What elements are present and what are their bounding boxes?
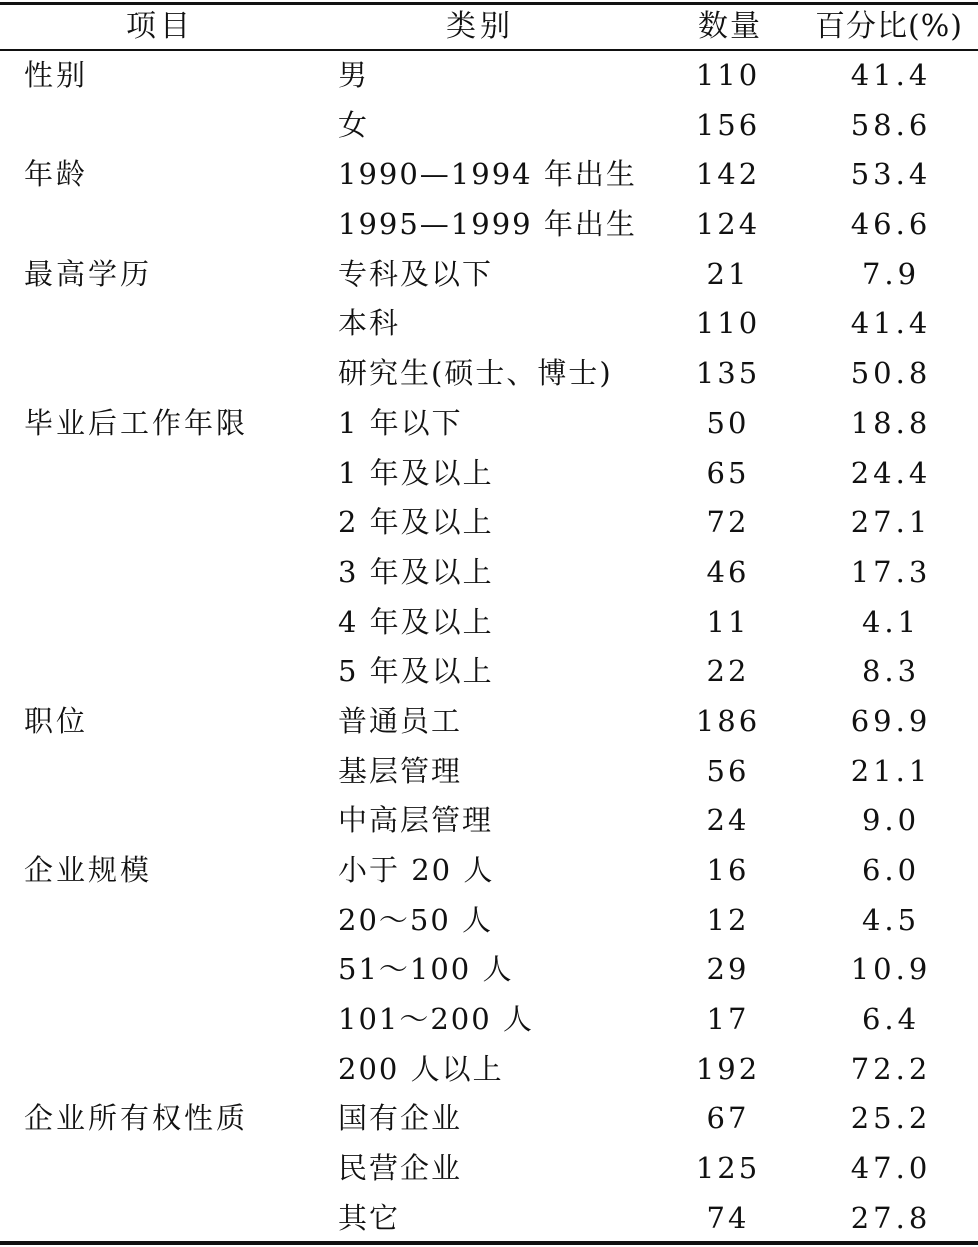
cell-percent: 53.4 — [850, 157, 932, 192]
cell-category: 1 年及以上 — [338, 455, 494, 490]
cell-percent: 6.4 — [861, 1002, 921, 1037]
table-row — [0, 399, 978, 449]
cell-category: 4 年及以上 — [338, 604, 494, 639]
cell-category: 普通员工 — [338, 703, 463, 738]
cell-count: 16 — [706, 853, 750, 887]
table-row — [0, 796, 978, 846]
cell-percent: 4.5 — [861, 902, 921, 937]
header-category: 类别 — [446, 9, 514, 44]
cell-count: 156 — [695, 107, 761, 142]
cell-item: 最高学历 — [24, 256, 153, 291]
table-row — [0, 1194, 978, 1244]
cell-category: 3 年及以上 — [338, 554, 494, 589]
cell-item: 毕业后工作年限 — [24, 405, 249, 440]
cell-category: 小于 20 人 — [338, 853, 495, 887]
cell-item: 企业规模 — [24, 853, 153, 887]
cell-category: 男 — [338, 58, 370, 92]
table-row — [0, 896, 978, 946]
cell-count: 186 — [695, 703, 761, 738]
cell-percent: 50.8 — [850, 356, 932, 391]
cell-percent: 6.0 — [861, 853, 921, 887]
cell-category: 200 人以上 — [338, 1051, 504, 1086]
table-row — [0, 647, 978, 697]
table-header — [0, 5, 978, 49]
table-row — [0, 200, 978, 250]
header-count: 数量 — [698, 9, 762, 44]
cell-category: 专科及以下 — [338, 256, 494, 291]
table-row — [0, 945, 978, 995]
table-body — [0, 51, 978, 1244]
cell-percent: 47.0 — [850, 1151, 932, 1186]
cell-category: 5 年及以上 — [338, 654, 494, 689]
table-row — [0, 349, 978, 399]
table-row — [0, 995, 978, 1045]
cell-category: 本科 — [338, 306, 401, 341]
cell-count: 74 — [706, 1200, 750, 1235]
cell-count: 142 — [695, 157, 761, 192]
cell-category: 其它 — [338, 1200, 401, 1235]
table-bottom-rule — [0, 1241, 978, 1245]
cell-category: 民营企业 — [338, 1151, 463, 1186]
cell-count: 56 — [706, 753, 750, 788]
cell-count: 67 — [706, 1101, 750, 1136]
header-percent: 百分比(%) — [815, 9, 963, 44]
cell-category: 研究生(硕士、博士) — [338, 356, 613, 391]
cell-count: 21 — [706, 256, 750, 291]
cell-count: 65 — [706, 455, 750, 490]
cell-percent: 58.6 — [850, 107, 932, 142]
cell-category: 101～200 人 — [338, 1002, 534, 1037]
cell-percent: 4.1 — [861, 604, 921, 639]
cell-percent: 27.1 — [850, 505, 932, 540]
cell-category: 2 年及以上 — [338, 505, 494, 540]
cell-count: 50 — [706, 405, 750, 440]
table-row — [0, 697, 978, 747]
cell-category: 1995—1999 年出生 — [338, 207, 637, 242]
cell-percent: 7.9 — [861, 256, 921, 291]
cell-percent: 21.1 — [850, 753, 932, 788]
cell-item: 职位 — [24, 703, 89, 738]
table-row — [0, 1144, 978, 1194]
table-row — [0, 548, 978, 598]
table-row — [0, 598, 978, 648]
cell-count: 72 — [706, 505, 750, 540]
cell-count: 22 — [706, 654, 750, 689]
cell-percent: 24.4 — [850, 455, 932, 490]
cell-item: 企业所有权性质 — [24, 1101, 249, 1136]
cell-count: 124 — [695, 207, 761, 242]
cell-count: 135 — [695, 356, 761, 391]
cell-percent: 10.9 — [850, 952, 932, 987]
cell-percent: 8.3 — [861, 654, 921, 689]
table-row — [0, 498, 978, 548]
table-row — [0, 747, 978, 797]
cell-item: 年龄 — [24, 157, 89, 192]
table-row — [0, 299, 978, 349]
cell-category: 国有企业 — [338, 1101, 463, 1136]
table-row — [0, 1045, 978, 1095]
cell-category: 1 年以下 — [338, 405, 463, 440]
cell-count: 192 — [695, 1051, 761, 1086]
cell-percent: 18.8 — [850, 405, 932, 440]
cell-count: 110 — [695, 306, 761, 341]
cell-percent: 41.4 — [850, 58, 932, 92]
cell-count: 29 — [706, 952, 750, 987]
cell-category: 中高层管理 — [338, 803, 494, 838]
cell-count: 110 — [695, 58, 761, 92]
table-row — [0, 101, 978, 151]
cell-percent: 41.4 — [850, 306, 932, 341]
cell-count: 125 — [695, 1151, 761, 1186]
header-item: 项目 — [126, 9, 194, 44]
cell-category: 51～100 人 — [338, 952, 514, 987]
table-row — [0, 250, 978, 300]
cell-percent: 46.6 — [850, 207, 932, 242]
table-row — [0, 1094, 978, 1144]
cell-count: 24 — [706, 803, 750, 838]
cell-count: 46 — [706, 554, 750, 589]
cell-category: 1990—1994 年出生 — [338, 157, 637, 192]
cell-percent: 72.2 — [850, 1051, 932, 1086]
table-row — [0, 51, 978, 101]
cell-count: 17 — [706, 1002, 750, 1037]
cell-percent: 17.3 — [850, 554, 932, 589]
cell-item: 性别 — [24, 58, 89, 92]
table-row — [0, 846, 978, 896]
cell-percent: 27.8 — [850, 1200, 932, 1235]
cell-percent: 9.0 — [861, 803, 921, 838]
cell-count: 12 — [706, 902, 750, 937]
cell-percent: 69.9 — [850, 703, 932, 738]
table-row — [0, 449, 978, 499]
cell-percent: 25.2 — [850, 1101, 932, 1136]
cell-category: 20～50 人 — [338, 902, 494, 937]
table-row — [0, 150, 978, 200]
cell-category: 基层管理 — [338, 753, 463, 788]
cell-category: 女 — [338, 107, 370, 142]
cell-count: 11 — [706, 604, 750, 639]
